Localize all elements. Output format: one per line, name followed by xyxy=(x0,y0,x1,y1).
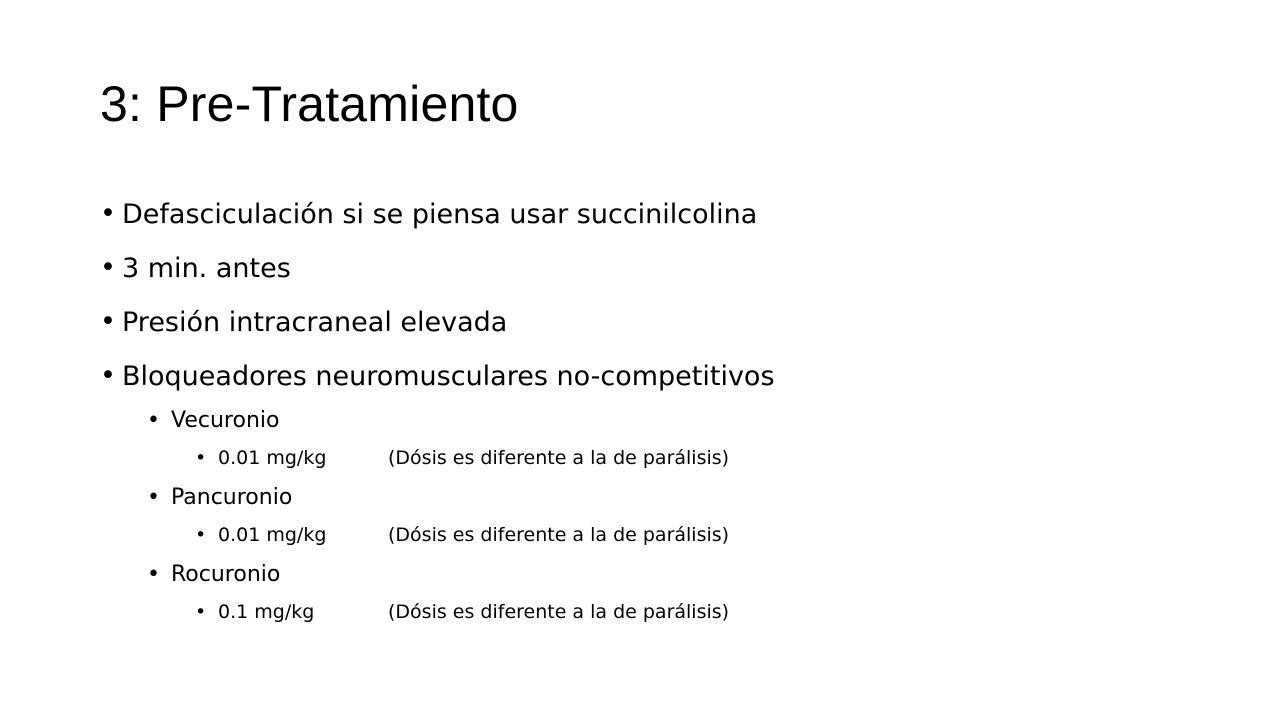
dose-note: (Dósis es diferente a la de parálisis) xyxy=(388,524,730,546)
dose-note: (Dósis es diferente a la de parálisis) xyxy=(388,447,730,469)
dose-note: (Dósis es diferente a la de parálisis) xyxy=(388,601,730,623)
bullet-text: Presión intracraneal elevada xyxy=(122,307,508,338)
drug-name: Vecuronio xyxy=(171,408,280,433)
bullet-marker: • xyxy=(147,408,160,433)
bullet-marker: • xyxy=(100,360,116,391)
bullet-marker: • xyxy=(195,601,207,623)
dose-value: 0.01 mg/kg xyxy=(218,447,327,469)
bullet-text: Defasciculación si se piensa usar succinilcolina xyxy=(122,199,758,230)
bullet-text: Bloqueadores neuromusculares no-competitivos xyxy=(122,361,775,392)
dose-value: 0.01 mg/kg xyxy=(218,524,327,546)
dose-value: 0.1 mg/kg xyxy=(218,601,315,623)
bullet-marker: • xyxy=(147,485,160,510)
drug-name: Rocuronio xyxy=(171,562,281,587)
bullet-marker: • xyxy=(100,306,116,337)
bullet-marker: • xyxy=(195,524,207,546)
bullet-marker: • xyxy=(147,562,160,587)
slide-title: 3: Pre-Tratamiento xyxy=(100,76,519,132)
bullet-marker: • xyxy=(100,252,116,283)
bullet-marker: • xyxy=(100,198,116,229)
bullet-marker: • xyxy=(195,447,207,469)
drug-name: Pancuronio xyxy=(171,485,293,510)
bullet-text: 3 min. antes xyxy=(122,253,291,284)
